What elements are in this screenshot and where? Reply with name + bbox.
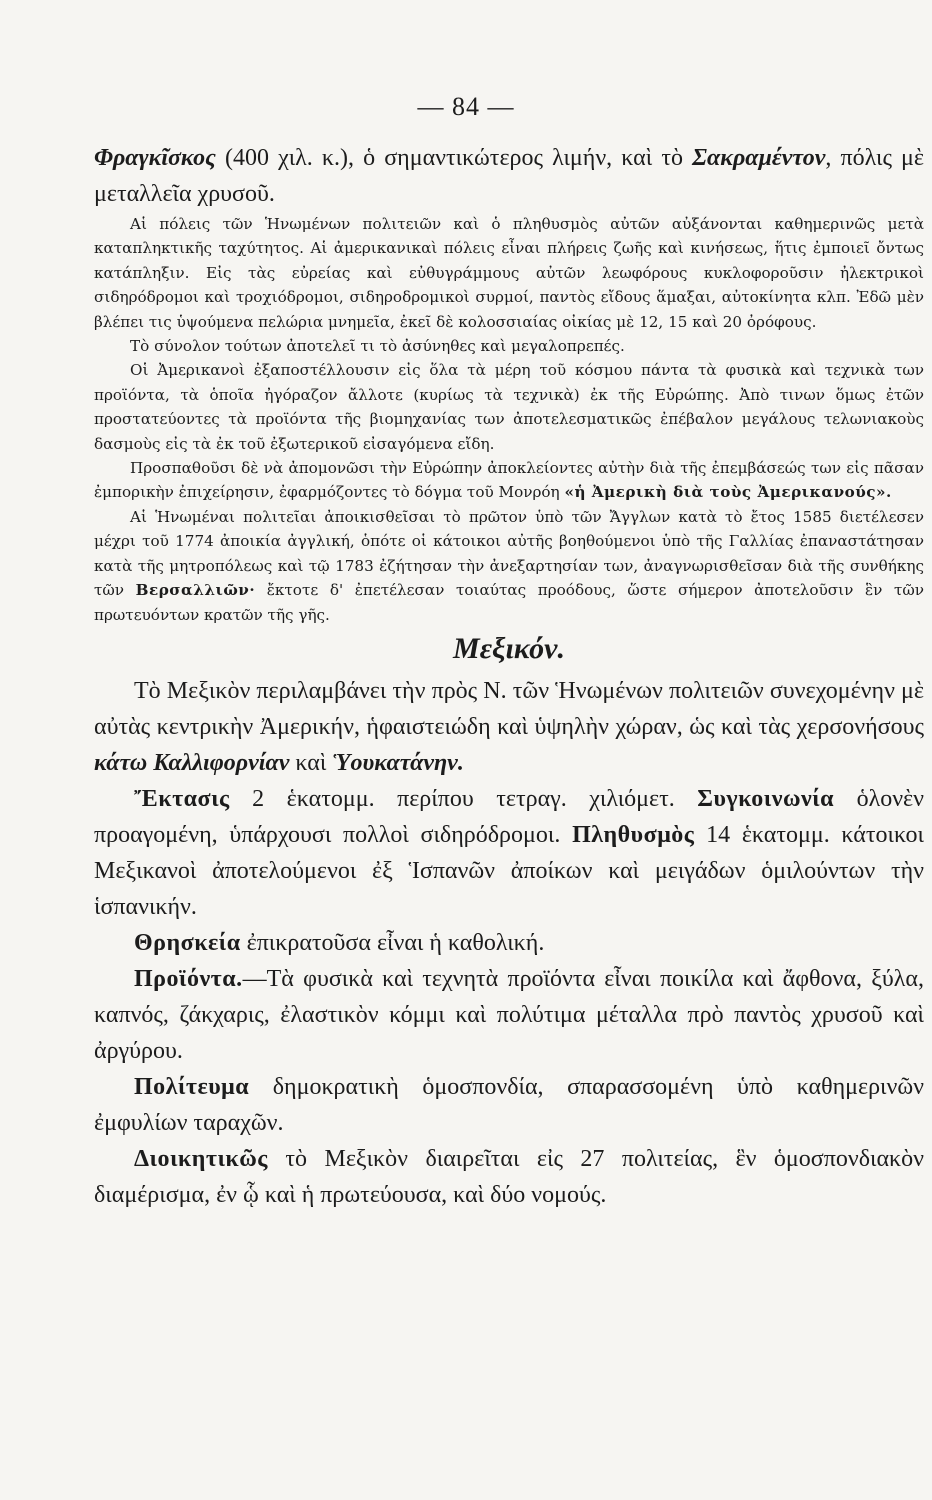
area-label: Ἔκτασις xyxy=(134,785,230,812)
mexico-administration-paragraph xyxy=(94,1141,924,1213)
section-heading-mexico: Μεξικόν. xyxy=(453,631,565,665)
intro-text-2: , πόλις μὲ μεταλλεῖα χρυσοῦ. xyxy=(94,145,925,207)
paragraph-monroe xyxy=(94,456,924,505)
page-body xyxy=(94,140,924,1213)
religion-label: Θρησκεία xyxy=(134,929,241,956)
page-number: — 84 — xyxy=(417,92,515,121)
population-label: Πληθυσμὸς xyxy=(572,821,695,848)
mexico-intro xyxy=(94,673,924,781)
versailles-term: Βερσαλλιῶν· xyxy=(135,581,256,600)
mexico-government-paragraph xyxy=(94,1069,924,1141)
administration-text: τὸ Μεξικὸν διαιρεῖται εἰς 27 πολιτείας, ἓν ὁμοσπονδιακὸν διαμέρισμα, ἐν ᾧ καὶ ἡ πρωτεύουσα, καὶ δύο νομούς. xyxy=(94,1145,924,1208)
government-label: Πολίτευμα xyxy=(134,1073,250,1100)
administration-label: Διοικητικῶς xyxy=(134,1145,268,1172)
intro-paragraph xyxy=(94,140,924,212)
government-text: δημοκρατικὴ ὁμοσπονδία, σπαρασσομένη ὑπὸ καθημερινῶν ἐμφυλίων ταραχῶν. xyxy=(94,1073,924,1136)
mexico-products-paragraph xyxy=(94,961,924,1069)
paragraph-cities: Αἱ πόλεις τῶν Ἡνωμένων πολιτειῶν καὶ ὁ πληθυσμὸς αὐτῶν αὐξάνονται καθημερινῶς μετὰ καταπληκτικῆς ταχύτητος. Αἱ ἀμερικανικαὶ πόλεις εἶναι πλήρεις ζωῆς καὶ κινήσεως, ἥτις ἐμποιεῖ ὄντως κατάπληξιν. Εἰς τὰς εὐρείας καὶ εὐθυγράμμους αὐτῶν λεωφόρους κυκλοφοροῦσιν ἠλεκτρικοὶ σιδηρόδρομοι καὶ τροχιόδρομοι, σιδηροδρομικοὶ συρμοί, παντὸς εἴδους ἅμαξαι, αὐτοκίνητα κλπ. Ἐδῶ μὲν βλέπει τις ὑψούμενα πελώρια μνημεῖα, ἐκεῖ δὲ κολοσσιαίας οἰκίας μὲ 12, 15 καὶ 20 ὀρόφους. xyxy=(94,215,924,331)
history-text: Αἱ Ἡνωμέναι πολιτεῖαι ἀποικισθεῖσαι τὸ πρῶτον ὑπὸ τῶν Ἄγγλων κατὰ τὸ ἔτος 1585 διετέλεσεν μέχρι τοῦ 1774 ἀποικία ἀγγλική, ὁπότε οἱ κάτοικοι αὐτῆς βοηθούμενοι ὑπὸ τῆς Γαλλίας ἐπαναστάτησαν κατὰ τῆς μητροπόλεως καὶ τῷ 1783 ἐζήτησαν τὴν ἀνεξαρτησίαν των, ἀναγνωρισθεῖσαν διὰ τῆς συνθήκης τῶν xyxy=(94,507,924,600)
monroe-quote: «ἡ Ἀμερικὴ διὰ τοὺς Ἀμερικανούς». xyxy=(564,483,892,502)
history-end: ἔκτοτε δ' ἐπετέλεσαν τοιαύτας προόδους, ὥστε σήμερον ἀποτελοῦσιν ἓν τῶν πρωτευόντων κρατῶν τῆς γῆς. xyxy=(94,581,924,624)
mexico-area-paragraph xyxy=(94,781,924,925)
mexico-intro-text-1: Τὸ Μεξικὸν περιλαμβάνει τὴν πρὸς Ν. τῶν Ἡνωμένων πολιτειῶν συνεχομένην μὲ αὐτὰς κεντρικὴν Ἀμερικήν, ἡφαιστειώδη καὶ ὑψηλὴν χώραν, ὡς καὶ τὰς χερσονήσους xyxy=(94,677,924,740)
monroe-text: Προσπαθοῦσι δὲ νὰ ἀπομονῶσι τὴν Εὐρώπην ἀποκλείοντες αὐτὴν διὰ τῆς ἐπεμβάσεώς των εἰς πᾶσαν ἐμπορικὴν ἐπιχείρησιν, ἐφαρμόζοντες τὸ δόγμα τοῦ Μονρόη xyxy=(94,459,924,502)
products-text: —Τὰ φυσικὰ καὶ τεχνητὰ προϊόντα εἶναι ποικίλα καὶ ἄφθονα, ξύλα, καπνός, ζάκχαρις, ἐλαστικὸν κόμμι καὶ πολύτιμα μέταλλα πρὸ παντὸς χρυσοῦ καὶ ἀργύρου. xyxy=(94,965,924,1064)
paragraph-history xyxy=(94,505,924,627)
religion-text: ἐπικρατοῦσα εἶναι ἡ καθολική. xyxy=(240,929,545,956)
term-francisco: Φραγκῖσκος xyxy=(94,145,216,171)
mexico-intro-text-2: καὶ xyxy=(289,749,333,776)
mexico-religion-paragraph xyxy=(94,925,924,961)
term-sacramento: Σακραμέντον xyxy=(692,145,826,171)
population-text: 14 ἑκατομμ. κάτοικοι Μεξικανοὶ ἀποτελούμενοι ἐξ Ἱσπανῶν ἀποίκων καὶ μειγάδων ὁμιλούντων τὴν ἱσπανικήν. xyxy=(94,821,925,920)
area-text: 2 ἑκατομμ. περίπου τετραγ. χιλιόμετ. xyxy=(229,785,698,812)
products-label: Προϊόντα. xyxy=(134,965,243,992)
paragraph-summary: Τὸ σύνολον τούτων ἀποτελεῖ τι τὸ ἀσύνηθες καὶ μεγαλοπρεπές. xyxy=(130,337,625,356)
term-lower-california: κάτω Καλλιφορνίαν xyxy=(94,749,290,776)
communication-label: Συγκοινωνία xyxy=(697,785,835,812)
term-yucatan: Ὑουκατάνην. xyxy=(332,749,464,776)
paragraph-exports: Οἱ Ἀμερικανοὶ ἐξαποστέλλουσιν εἰς ὅλα τὰ μέρη τοῦ κόσμου πάντα τὰ φυσικὰ καὶ τεχνικὰ των προϊόντα, τὰ ὁποῖα ἠγόραζον ἄλλοτε (κυρίως τὰ τεχνικὰ) ἐκ τῆς Εὐρώπης. Ἀπὸ τινων ὅμως ἐτῶν προστατεύοντες τὰ προϊόντα τῆς βιομηχανίας των ἀποτελεσματικῶς ἐπέβαλον μεγάλους τελωνιακοὺς δασμοὺς εἰς τὰ ἐκ τοῦ ἐξωτερικοῦ εἰσαγόμενα εἴδη. xyxy=(94,361,924,453)
communication-text: ὁλονὲν προαγομένη, ὑπάρχουσι πολλοὶ σιδηρόδρομοι. xyxy=(94,785,924,848)
intro-text-1: (400 χιλ. κ.), ὁ σημαντικώτερος λιμήν, καὶ τὸ xyxy=(215,145,693,171)
